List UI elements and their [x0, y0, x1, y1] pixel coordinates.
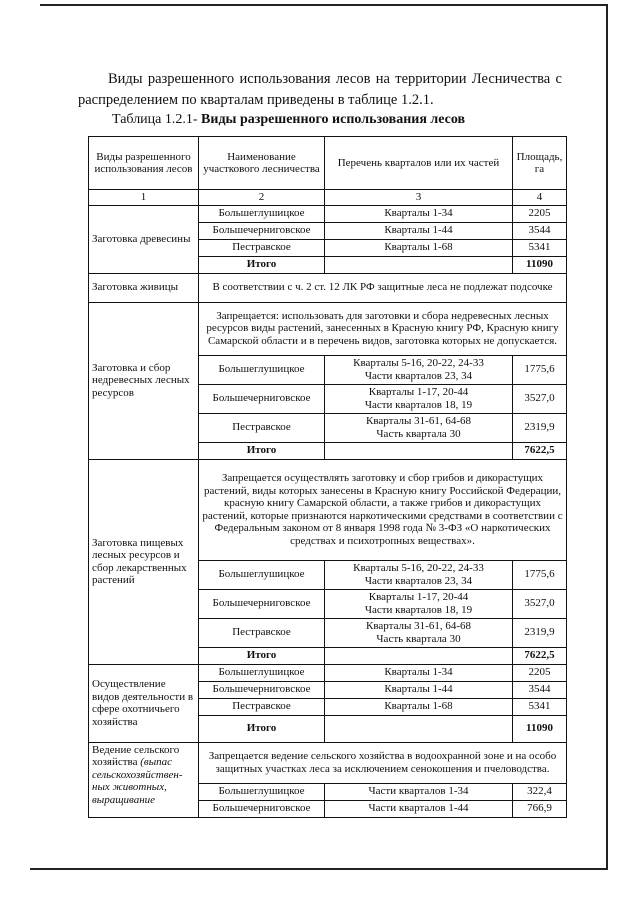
area-cell: 322,4 — [513, 783, 567, 800]
quarters-cell: Кварталы 1-68 — [325, 239, 513, 256]
header-cell: Виды разрешенного использования лесов — [89, 137, 199, 190]
use-type-text: Ведение сельского хозяйства — [92, 743, 180, 768]
forestry-name: Большеглушицкое — [199, 664, 325, 681]
forestry-name: Пестравское — [199, 698, 325, 715]
forestry-name: Большеглушицкое — [199, 560, 325, 589]
use-type-cell — [89, 742, 199, 817]
table-row — [89, 302, 567, 355]
empty-cell — [325, 442, 513, 459]
quarters-cell: Кварталы 1-68 — [325, 698, 513, 715]
column-number: 2 — [199, 190, 325, 206]
forestry-name: Большечерниговское — [199, 681, 325, 698]
total-value: 7622,5 — [513, 442, 567, 459]
quarters-cell — [325, 384, 513, 413]
empty-cell — [325, 715, 513, 742]
use-type-cell: Осуществление видов деятельности в сфере охотничьего хозяйства — [89, 664, 199, 742]
quarters-line: Части кварталов 23, 34 — [364, 369, 473, 382]
area-cell: 2319,9 — [513, 413, 567, 442]
use-type-cell: Заготовка древесины — [89, 205, 199, 273]
total-label: Итого — [199, 647, 325, 664]
area-cell: 1775,6 — [513, 355, 567, 384]
quarters-line: Кварталы 5-16, 20-22, 24-33 — [353, 562, 484, 574]
quarters-cell: Кварталы 1-44 — [325, 222, 513, 239]
use-type-italic: (выпас сельскохозяйствен-ных животных, выращивание — [92, 756, 183, 806]
quarters-line: Кварталы 31-61, 64-68 — [366, 415, 471, 427]
header-cell: Площадь, га — [513, 137, 567, 190]
forestry-name: Большеглушицкое — [199, 205, 325, 222]
area-cell: 2319,9 — [513, 618, 567, 647]
quarters-cell: Кварталы 1-44 — [325, 681, 513, 698]
column-number: 3 — [325, 190, 513, 206]
quarters-line: Кварталы 5-16, 20-22, 24-33 — [353, 357, 484, 369]
area-cell: 766,9 — [513, 800, 567, 817]
restriction-note: Запрещается: использовать для заготовки и сбора недревесных лесных ресурсов виды растений, занесенных в Красную книгу РФ, Красную книгу Самарской области и в перечень видов, заготовка которых не допускается. — [199, 302, 567, 355]
quarters-line: Части кварталов 18, 19 — [364, 398, 473, 411]
quarters-line: Кварталы 31-61, 64-68 — [366, 620, 471, 632]
total-value: 7622,5 — [513, 647, 567, 664]
table-row — [89, 273, 567, 302]
total-label: Итого — [199, 256, 325, 273]
quarters-cell: Кварталы 1-34 — [325, 664, 513, 681]
quarters-line: Кварталы 1-17, 20-44 — [368, 591, 469, 603]
forest-use-table — [88, 136, 567, 818]
table-row — [89, 205, 567, 222]
restriction-note: Запрещается осуществлять заготовку и сбор грибов и дикорастущих растений, виды которых занесены в Красную книгу Российской Федерации, красную книгу Самарской области, а также грибов и дикорастущих растений, которые признаются наркотическими средствами в соответствии с Федеральным законом от 8 января 1998 года № 3-ФЗ «О наркотических средствах и психотропных веществах». — [199, 459, 567, 560]
page-edge-top — [40, 4, 606, 6]
quarters-cell — [325, 618, 513, 647]
use-type-cell: Заготовка и сбор недревесных лесных ресурсов — [89, 302, 199, 459]
table-caption-prefix: Таблица 1.2.1- — [112, 112, 202, 127]
quarters-cell — [325, 413, 513, 442]
forestry-name: Большечерниговское — [199, 384, 325, 413]
forestry-name: Большеглушицкое — [199, 783, 325, 800]
area-cell: 2205 — [513, 664, 567, 681]
area-cell: 1775,6 — [513, 560, 567, 589]
quarters-cell: Кварталы 1-34 — [325, 205, 513, 222]
forestry-name: Пестравское — [199, 618, 325, 647]
forestry-name: Пестравское — [199, 239, 325, 256]
total-label: Итого — [199, 442, 325, 459]
table-row — [89, 459, 567, 560]
quarters-line: Часть квартала 30 — [376, 427, 461, 440]
area-cell: 5341 — [513, 239, 567, 256]
forestry-name: Большечерниговское — [199, 222, 325, 239]
forestry-name: Большечерниговское — [199, 800, 325, 817]
total-value: 11090 — [513, 715, 567, 742]
use-type-cell: Заготовка живицы — [89, 273, 199, 302]
table-caption — [112, 112, 465, 128]
area-cell: 2205 — [513, 205, 567, 222]
area-cell: 5341 — [513, 698, 567, 715]
use-type-cell: Заготовка пищевых лесных ресурсов и сбор лекарственных растений — [89, 459, 199, 664]
empty-cell — [325, 256, 513, 273]
empty-cell — [325, 647, 513, 664]
quarters-cell: Части кварталов 1-34 — [325, 783, 513, 800]
area-cell: 3544 — [513, 222, 567, 239]
header-cell: Перечень кварталов или их частей — [325, 137, 513, 190]
page-edge-bottom — [30, 868, 608, 870]
forestry-name: Большеглушицкое — [199, 355, 325, 384]
quarters-line: Часть квартала 30 — [376, 632, 461, 645]
column-number: 1 — [89, 190, 199, 206]
total-value: 11090 — [513, 256, 567, 273]
header-cell: Наименование участкового лесничества — [199, 137, 325, 190]
intro-paragraph: Виды разрешенного использования лесов на территории Лесничества с распределением по кварталам приведены в таблице 1.2.1. — [78, 70, 562, 108]
area-cell: 3527,0 — [513, 589, 567, 618]
area-cell: 3544 — [513, 681, 567, 698]
forestry-name: Пестравское — [199, 413, 325, 442]
total-label: Итого — [199, 715, 325, 742]
quarters-line: Части кварталов 23, 34 — [364, 574, 473, 587]
quarters-cell — [325, 355, 513, 384]
quarters-cell — [325, 589, 513, 618]
forestry-name: Большечерниговское — [199, 589, 325, 618]
table-row — [89, 742, 567, 783]
quarters-cell — [325, 560, 513, 589]
column-number: 4 — [513, 190, 567, 206]
quarters-line: Кварталы 1-17, 20-44 — [368, 386, 469, 398]
table-row — [89, 664, 567, 681]
restriction-note: Запрещается ведение сельского хозяйства в водоохранной зоне и на особо защитных участках леса за исключением сенокошения и пчеловодства. — [199, 742, 567, 783]
header-row — [89, 137, 567, 190]
column-number-row — [89, 190, 567, 206]
quarters-cell: Части кварталов 1-44 — [325, 800, 513, 817]
area-cell: 3527,0 — [513, 384, 567, 413]
restriction-note: В соответствии с ч. 2 ст. 12 ЛК РФ защитные леса не подлежат подсочке — [199, 273, 567, 302]
table-caption-title: Виды разрешенного использования лесов — [201, 112, 466, 127]
quarters-line: Части кварталов 18, 19 — [364, 603, 473, 616]
page-edge-right — [606, 4, 608, 870]
